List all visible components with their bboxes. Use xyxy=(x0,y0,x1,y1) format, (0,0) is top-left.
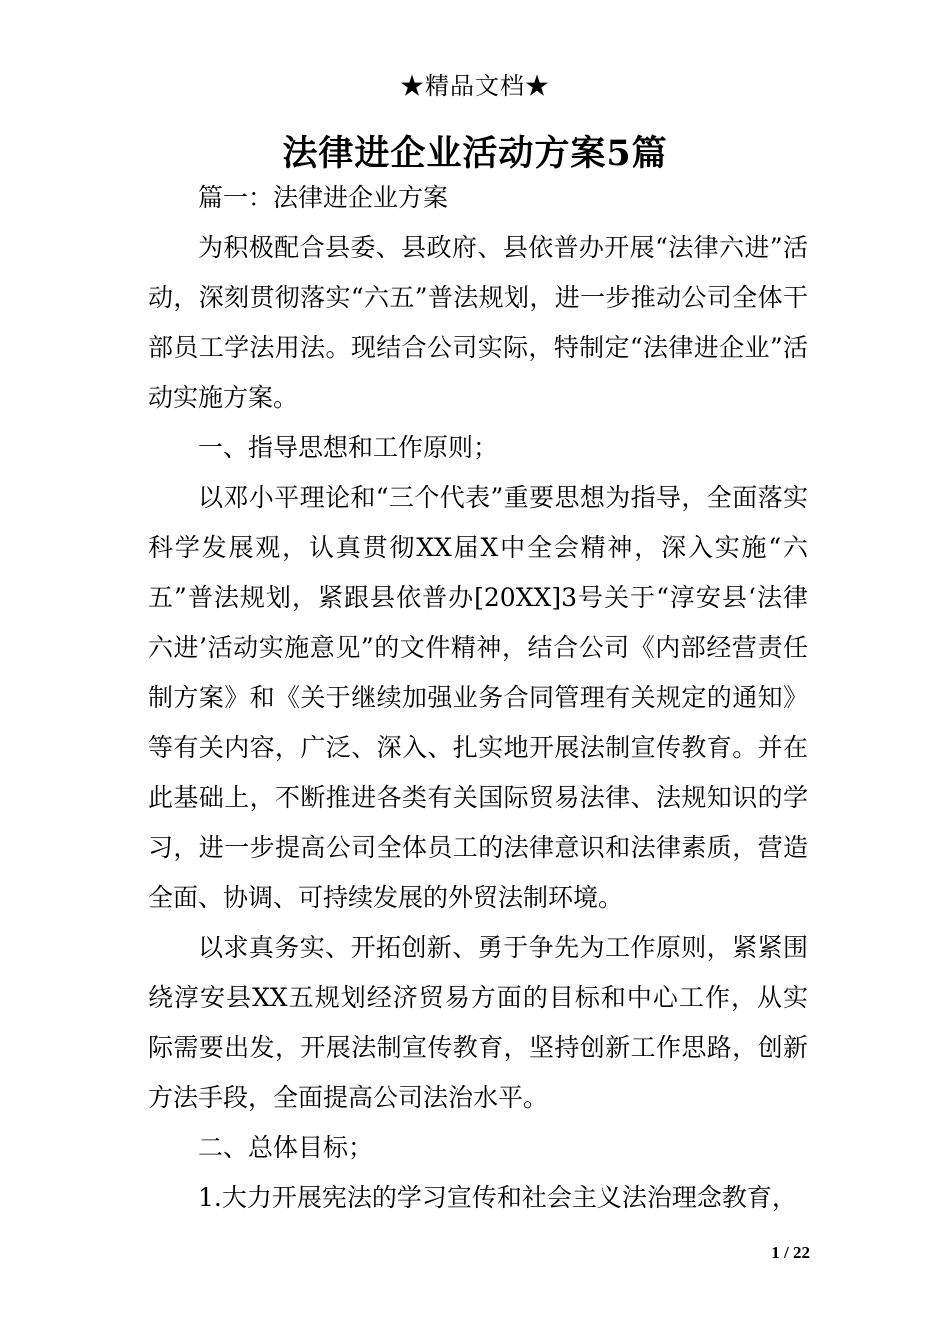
body-paragraph: 为积极配合县委、县政府、县依普办开展“法律六进”活动，深刻贯彻落实“六五”普法规划，进一步推动公司全体干部员工学法用法。现结合公司实际，特制定“法律进企业”活动实施方案。 xyxy=(148,233,808,412)
document-title: 法律进企业活动方案5篇 xyxy=(282,133,668,174)
body-paragraph: 以邓小平理论和“三个代表”重要思想为指导，全面落实科学发展观，认真贯彻XX届X中全会精神，深入实施“六五”普法规划，紧跟县依普办[20XX]3号关于“淳安县‘法律六进’活动实施意见”的文件精神，结合公司《内部经营责任制方案》和《关于继续加强业务合同管理有关规定的通知》等有关内容，广泛、深入、扎实地开展法制宣传教育。并在此基础上，不断推进各类有关国际贸易法律、法规知识的学习，进一步提高公司全体员工的法律意识和法律素质，营造全面、协调、可持续发展的外贸法制环境。 xyxy=(148,483,808,912)
document-body xyxy=(148,173,808,1223)
body-paragraph: 1.大力开展宪法的学习宣传和社会主义法治理念教育， xyxy=(198,1183,797,1212)
page-number: 1 / 22 xyxy=(771,1243,810,1262)
header-mark: ★精品文档★ xyxy=(400,72,550,100)
section-heading: 二、总体目标； xyxy=(198,1133,374,1162)
section-heading: 篇一：法律进企业方案 xyxy=(198,183,449,212)
body-paragraph: 以求真务实、开拓创新、勇于争先为工作原则，紧紧围绕淳安县XX五规划经济贸易方面的目标和中心工作，从实际需要出发，开展法制宣传教育，坚持创新工作思路，创新方法手段，全面提高公司法治水平。 xyxy=(148,933,808,1112)
section-heading: 一、指导思想和工作原则； xyxy=(198,433,499,462)
